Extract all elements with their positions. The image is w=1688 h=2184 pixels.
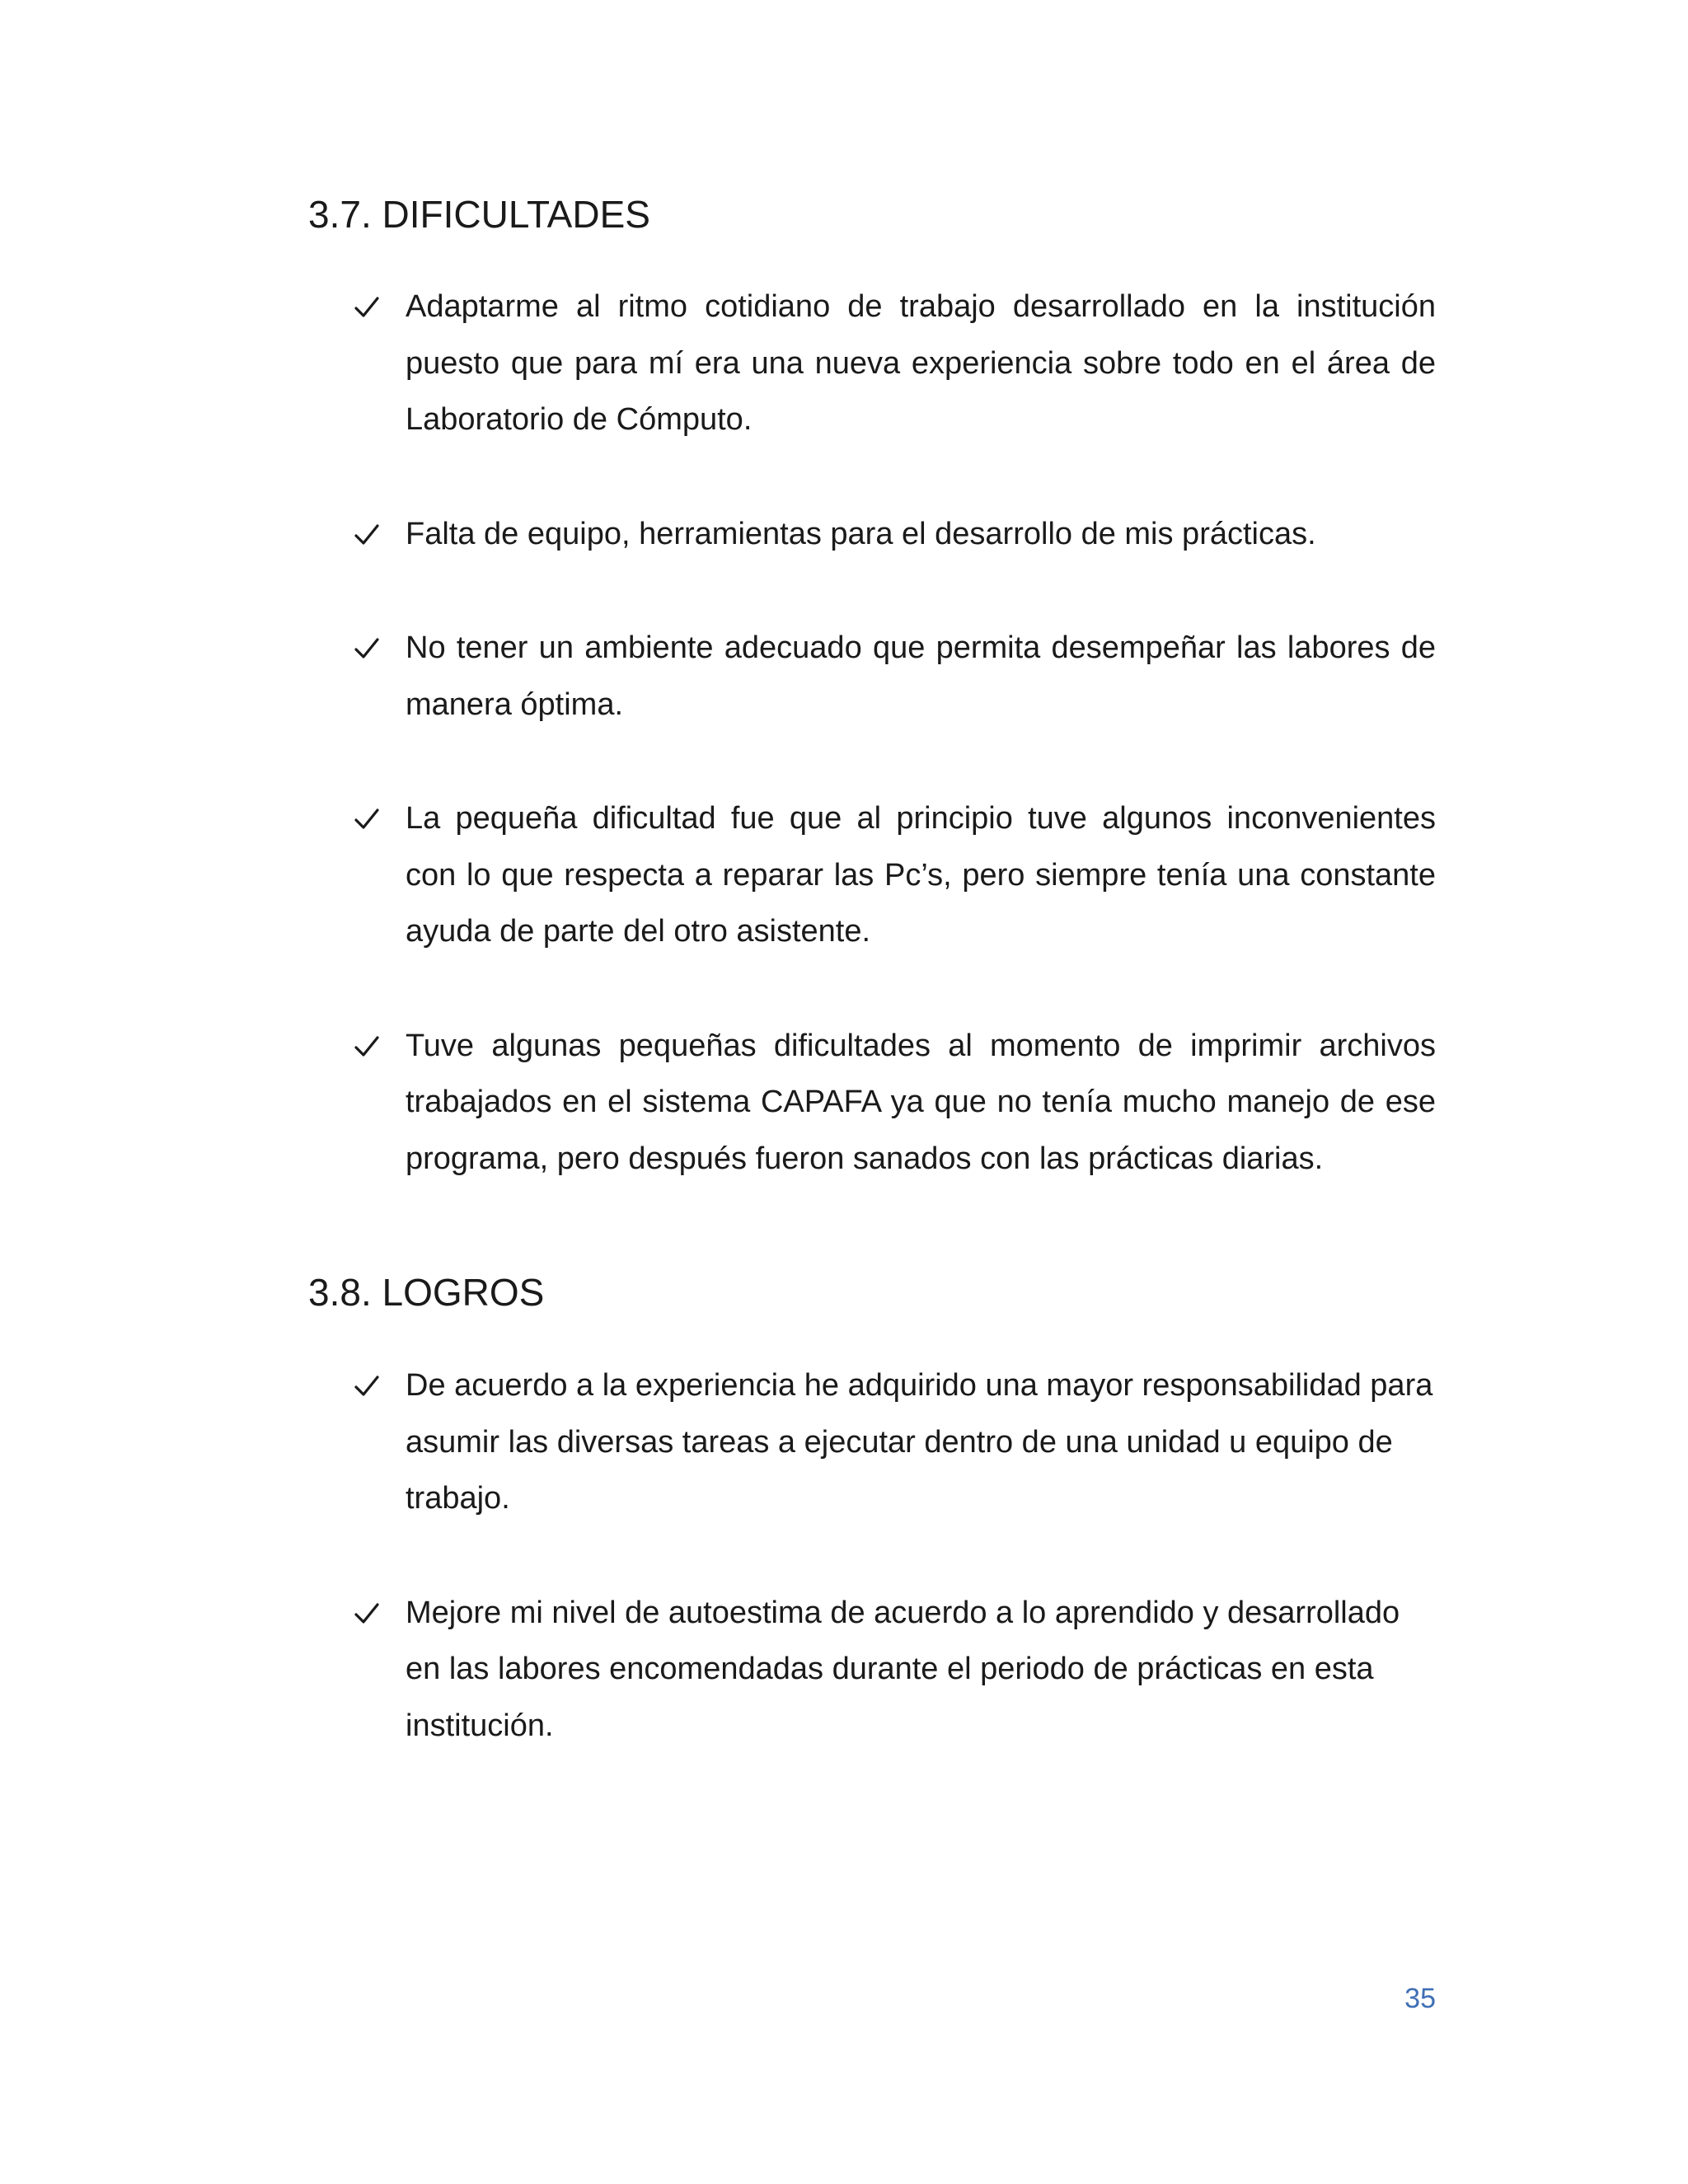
list-item (354, 506, 1436, 563)
list-item-text: Mejore mi nivel de autoestima de acuerdo a lo aprendido y desarrollado en las labores encomendadas durante el periodo de prácticas en esta institución. (406, 1595, 1400, 1743)
check-mark-icon (354, 1357, 381, 1413)
list-item (354, 1018, 1436, 1188)
list-item-text: Adaptarme al ritmo cotidiano de trabajo desarrollado en la institución puesto que para mí era una nueva experiencia sobre todo en el área de Laboratorio de Cómputo. (406, 289, 1436, 437)
page-number: 35 (1404, 1983, 1436, 2014)
dificultades-list (354, 279, 1436, 1244)
list-item (354, 790, 1436, 960)
list-item (354, 1357, 1436, 1527)
section-heading-dificultades: 3.7. DIFICULTADES (308, 193, 650, 236)
check-mark-icon (354, 620, 381, 676)
check-mark-icon (354, 790, 381, 846)
check-mark-icon (354, 279, 381, 335)
section-heading-logros: 3.8. LOGROS (308, 1271, 545, 1314)
list-item-text: Falta de equipo, herramientas para el desarrollo de mis prácticas. (406, 516, 1316, 551)
list-item-text: No tener un ambiente adecuado que permita desempeñar las labores de manera óptima. (406, 630, 1436, 722)
check-mark-icon (354, 506, 381, 562)
list-item (354, 1585, 1436, 1755)
list-item-text: La pequeña dificultad fue que al principio tuve algunos inconvenientes con lo que respecta a reparar las Pc’s, pero siempre tenía una constante ayuda de parte del otro asistente. (406, 801, 1436, 949)
check-mark-icon (354, 1018, 381, 1074)
logros-list (354, 1357, 1436, 1811)
check-mark-icon (354, 1585, 381, 1641)
list-item-text: Tuve algunas pequeñas dificultades al momento de imprimir archivos trabajados en el sistema CAPAFA ya que no tenía mucho manejo de ese programa, pero después fueron sanados con las prácticas diarias. (406, 1028, 1436, 1176)
list-item-text: De acuerdo a la experiencia he adquirido una mayor responsabilidad para asumir las diversas tareas a ejecutar dentro de una unidad u equipo de trabajo. (406, 1368, 1433, 1516)
list-item (354, 620, 1436, 733)
list-item (354, 279, 1436, 448)
